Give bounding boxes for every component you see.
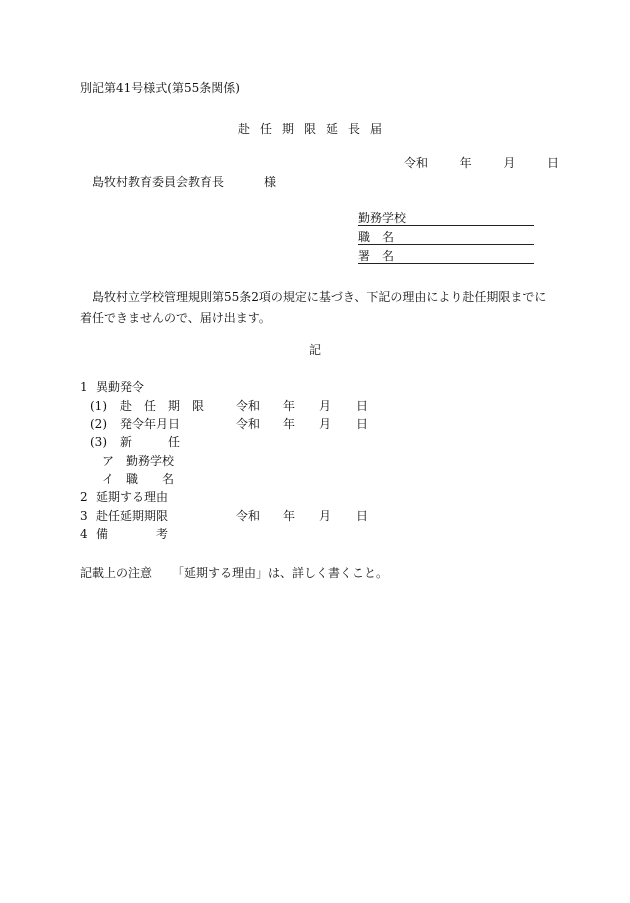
addressee-honorific: 様 [264,175,277,189]
item-1-2-day: 日 [356,417,369,431]
item-1-1-era: 令和 [236,399,261,413]
document-title: 赴任期限延長届 [237,122,392,136]
sender-name-label: 署 名 [358,249,395,263]
item-1-1-month: 月 [319,399,332,413]
item-1-2-number: (2) [90,417,107,431]
date-month: 月 [503,156,516,170]
submission-date [404,157,559,169]
addressee-name: 島牧村教育委員会教育長 [92,175,225,189]
addressee [92,176,276,188]
item-2-label: 延期する理由 [96,490,169,504]
item-1-2-era: 令和 [236,417,261,431]
sender-school-label: 勤務学校 [358,211,407,225]
item-1-2-year: 年 [283,417,296,431]
item-1-1-number: (1) [90,399,107,413]
notes [80,567,388,579]
item-1-number: 1 [80,380,88,394]
item-3-month: 月 [319,509,332,523]
item-3-number: 3 [80,509,88,523]
item-4-number: 4 [80,527,88,541]
date-year: 年 [459,156,472,170]
item-1-2-month: 月 [319,417,332,431]
date-day: 日 [547,156,560,170]
sender-school-field[interactable] [358,212,534,226]
item-1-2-label: 発令年月日 [120,417,181,431]
sender-name-field[interactable] [358,250,534,264]
sender-position-label: 職 名 [358,230,395,244]
item-1-1-year: 年 [283,399,296,413]
item-4-label: 備考 [96,527,217,541]
item-1-3-number: (3) [90,435,107,449]
body-text: 島牧村立学校管理規則第55条2項の規定に基づき、下記の理由により赴任期限までに着任できませんので、届け出ます。 [80,290,547,325]
item-1-3-a-label: 勤務学校 [126,454,175,468]
item-1-3-a-marker: ア [102,454,115,468]
item-1-3-label: 新任 [120,435,217,449]
form-number: 別記第41号様式(第55条関係) [80,81,240,95]
item-3-year: 年 [283,509,296,523]
note-text: 「延期する理由」は、詳しく書くこと。 [172,566,389,580]
item-1-3-b-marker: イ [102,472,115,486]
item-1-1-label: 赴任期限 [120,399,217,413]
ki-heading: 記 [308,343,321,357]
sender-position-field[interactable] [358,231,534,245]
date-era: 令和 [404,156,429,170]
item-1-1-day: 日 [356,399,369,413]
item-3-era: 令和 [236,509,261,523]
item-1-3-b-label: 職名 [126,472,199,486]
item-3-day: 日 [356,509,369,523]
item-2-number: 2 [80,490,88,504]
item-3-label: 赴任延期期限 [96,509,169,523]
item-1-label: 異動発令 [96,380,145,394]
note-label: 記載上の注意 [80,566,153,580]
